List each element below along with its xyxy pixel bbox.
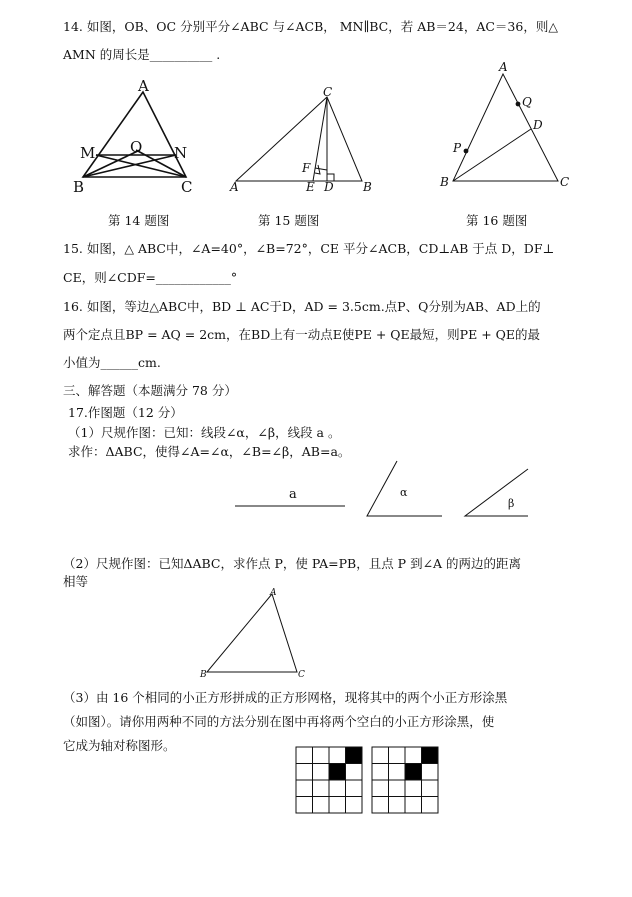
- grid-cell[interactable]: [346, 764, 363, 781]
- grid-cell[interactable]: [372, 747, 389, 764]
- fig16-label-Q: Q: [522, 95, 532, 109]
- q16-line1: 16. 如图，等边△ABC中，BD ⊥ AC于D，AD = 3.5cm.点P、Q分别为AB、AD上的: [63, 299, 541, 314]
- q16-line3: 小值为______cm.: [63, 355, 161, 370]
- q17-part1-line1: （1）尺规作图：已知：线段∠α，∠β，线段 a 。: [68, 425, 341, 440]
- fig15-label-A: A: [230, 180, 239, 194]
- grid-cell[interactable]: [329, 797, 346, 814]
- grid-cell[interactable]: [422, 780, 439, 797]
- grid-cell[interactable]: [389, 747, 406, 764]
- grid-cell[interactable]: [405, 797, 422, 814]
- grid-1[interactable]: [296, 747, 362, 813]
- angle-alpha-label: α: [400, 486, 408, 499]
- grid-cell[interactable]: [389, 797, 406, 814]
- figure-15: [236, 97, 362, 181]
- angle-beta: [465, 469, 528, 516]
- grid-cell[interactable]: [296, 747, 313, 764]
- fig15-label-C: C: [323, 85, 333, 99]
- q17-part3-line1: （3）由 16 个相同的小正方形拼成的正方形网格，现将其中的两个小正方形涂黑: [63, 690, 508, 705]
- grid-cell[interactable]: [372, 780, 389, 797]
- grid-cell[interactable]: [422, 797, 439, 814]
- fig16-caption: 第 16 题图: [466, 213, 528, 228]
- grid-2[interactable]: [372, 747, 438, 813]
- grid-cell[interactable]: [405, 764, 422, 781]
- grid-cell[interactable]: [372, 764, 389, 781]
- fig16-point-Q: [516, 102, 521, 107]
- fig14-label-A: A: [138, 77, 149, 95]
- q16-line2: 两个定点且BP = AQ = 2cm，在BD上有一动点E使PE + QE最短，则PE + QE的最: [63, 327, 541, 342]
- grid-cell[interactable]: [389, 780, 406, 797]
- q17-part1-line2: 求作：ΔABC，使得∠A=∠α，∠B=∠β，AB=a。: [68, 444, 351, 459]
- fig14-label-N: N: [174, 144, 188, 162]
- fig15-label-E: E: [306, 180, 315, 194]
- q17-part3-line2: （如图）。请你用两种不同的方法分别在图中再将两个空白的小正方形涂黑，使: [63, 714, 495, 729]
- grid-cell[interactable]: [405, 747, 422, 764]
- fig15-label-D: D: [324, 180, 334, 194]
- segment-a-label: a: [289, 487, 297, 502]
- q14-line1: 14. 如图，OB、OC 分别平分∠ABC 与∠ACB， MN∥BC，若 AB＝24，AC＝36，则△: [63, 19, 558, 34]
- fig14-label-M: M: [80, 144, 96, 162]
- grid-cell[interactable]: [422, 747, 439, 764]
- fig15-label-B: B: [363, 180, 372, 194]
- grid-cell[interactable]: [313, 764, 330, 781]
- fig14-caption: 第 14 题图: [108, 213, 170, 228]
- grid-layer: [296, 747, 438, 813]
- figure-14: [83, 92, 186, 177]
- fig16-label-P: P: [453, 141, 462, 155]
- grid-cell[interactable]: [346, 747, 363, 764]
- grid-cell[interactable]: [389, 764, 406, 781]
- fig16-point-P: [464, 149, 469, 154]
- q17-part3-line3: 它成为轴对称图形。: [63, 738, 176, 753]
- triangle-abc: [207, 594, 297, 672]
- fig16-label-C: C: [560, 175, 570, 189]
- grid-cell[interactable]: [346, 797, 363, 814]
- grid-cell[interactable]: [313, 797, 330, 814]
- grid-cell[interactable]: [346, 780, 363, 797]
- fig14-label-O: O: [130, 138, 143, 156]
- tri-label-C: C: [298, 670, 305, 680]
- angle-beta-label: β: [508, 497, 515, 510]
- fig15-label-F: F: [302, 161, 311, 175]
- grid-cell[interactable]: [405, 780, 422, 797]
- q17-part2-line1: （2）尺规作图：已知ΔABC，求作点 P，使 PA=PB，且点 P 到∠A 的两边的距离: [63, 556, 522, 571]
- fig16-label-A: A: [499, 60, 508, 74]
- q17-part2-line2: 相等: [63, 574, 89, 589]
- q15-line2: CE，则∠CDF=____________°: [63, 270, 238, 285]
- q15-line1: 15. 如图，△ ABC中，∠A=40°，∠B=72°，CE 平分∠ACB，CD⊥AB 于点 D，DF⊥: [63, 241, 555, 256]
- tri-label-A: A: [270, 588, 277, 598]
- grid-cell[interactable]: [329, 747, 346, 764]
- fig14-label-B: B: [73, 178, 85, 196]
- grid-cell[interactable]: [296, 797, 313, 814]
- grid-cell[interactable]: [296, 780, 313, 797]
- grid-cell[interactable]: [329, 780, 346, 797]
- q17-title: 17.作图题（12 分）: [68, 405, 183, 420]
- section-3-title: 三、解答题（本题满分 78 分）: [63, 383, 237, 398]
- grid-cell[interactable]: [313, 780, 330, 797]
- fig15-caption: 第 15 题图: [258, 213, 320, 228]
- fig16-label-B: B: [440, 175, 449, 189]
- grid-cell[interactable]: [372, 797, 389, 814]
- grid-cell[interactable]: [296, 764, 313, 781]
- grid-cell[interactable]: [422, 764, 439, 781]
- grid-cell[interactable]: [313, 747, 330, 764]
- q14-line2: AMN 的周长是__________ .: [63, 47, 221, 62]
- grid-cell[interactable]: [329, 764, 346, 781]
- fig16-label-D: D: [533, 118, 543, 132]
- fig14-label-C: C: [181, 178, 193, 196]
- tri-label-B: B: [200, 670, 207, 680]
